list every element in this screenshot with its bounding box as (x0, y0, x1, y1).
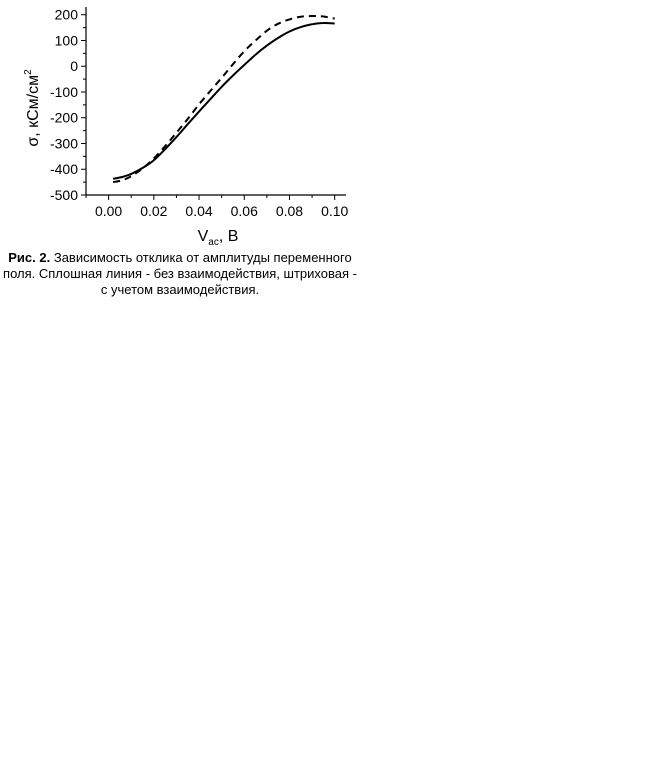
x-axis-title-main: V (197, 228, 209, 245)
y-tick-label: -400 (49, 161, 78, 178)
y-tick-label: -300 (49, 135, 78, 152)
x-tick-label: 0.08 (275, 203, 304, 219)
series-line-solid (113, 23, 335, 179)
x-tick-label: 0.06 (230, 203, 258, 219)
x-tick-label: 0.04 (185, 203, 213, 219)
y-tick-label: 100 (54, 32, 78, 49)
x-axis-title-sub: ac (208, 237, 219, 248)
x-tick-label: 0.10 (321, 203, 349, 219)
y-tick-label: -100 (49, 83, 78, 100)
axes (86, 7, 346, 195)
caption-label: Рис. 2. (8, 250, 51, 265)
x-axis-title-unit: , B (218, 228, 239, 245)
x-ticks (86, 195, 349, 219)
x-axis-title (198, 228, 239, 248)
y-tick-label: 200 (54, 6, 78, 23)
chart (0, 0, 360, 250)
y-axis-title (23, 69, 42, 147)
series-group (113, 16, 335, 182)
x-tick-label: 0.00 (94, 203, 123, 219)
y-tick-label: -200 (49, 109, 78, 126)
y-axis-title-main: σ, кСм/см (25, 74, 42, 147)
figure (0, 0, 360, 340)
y-tick-label: 0 (70, 58, 78, 75)
x-tick-label: 0.02 (140, 203, 168, 219)
series-line-dashed (113, 16, 335, 182)
caption-text: Зависимость отклика от амплитуды переменного поля. Сплошная линия - без взаимодействия, штриховая - с учетом взаимодействия. (3, 250, 357, 297)
y-tick-label: -500 (49, 187, 78, 203)
figure-caption (0, 250, 360, 298)
y-ticks (50, 7, 86, 203)
y-axis-title-sup: 2 (23, 69, 34, 75)
